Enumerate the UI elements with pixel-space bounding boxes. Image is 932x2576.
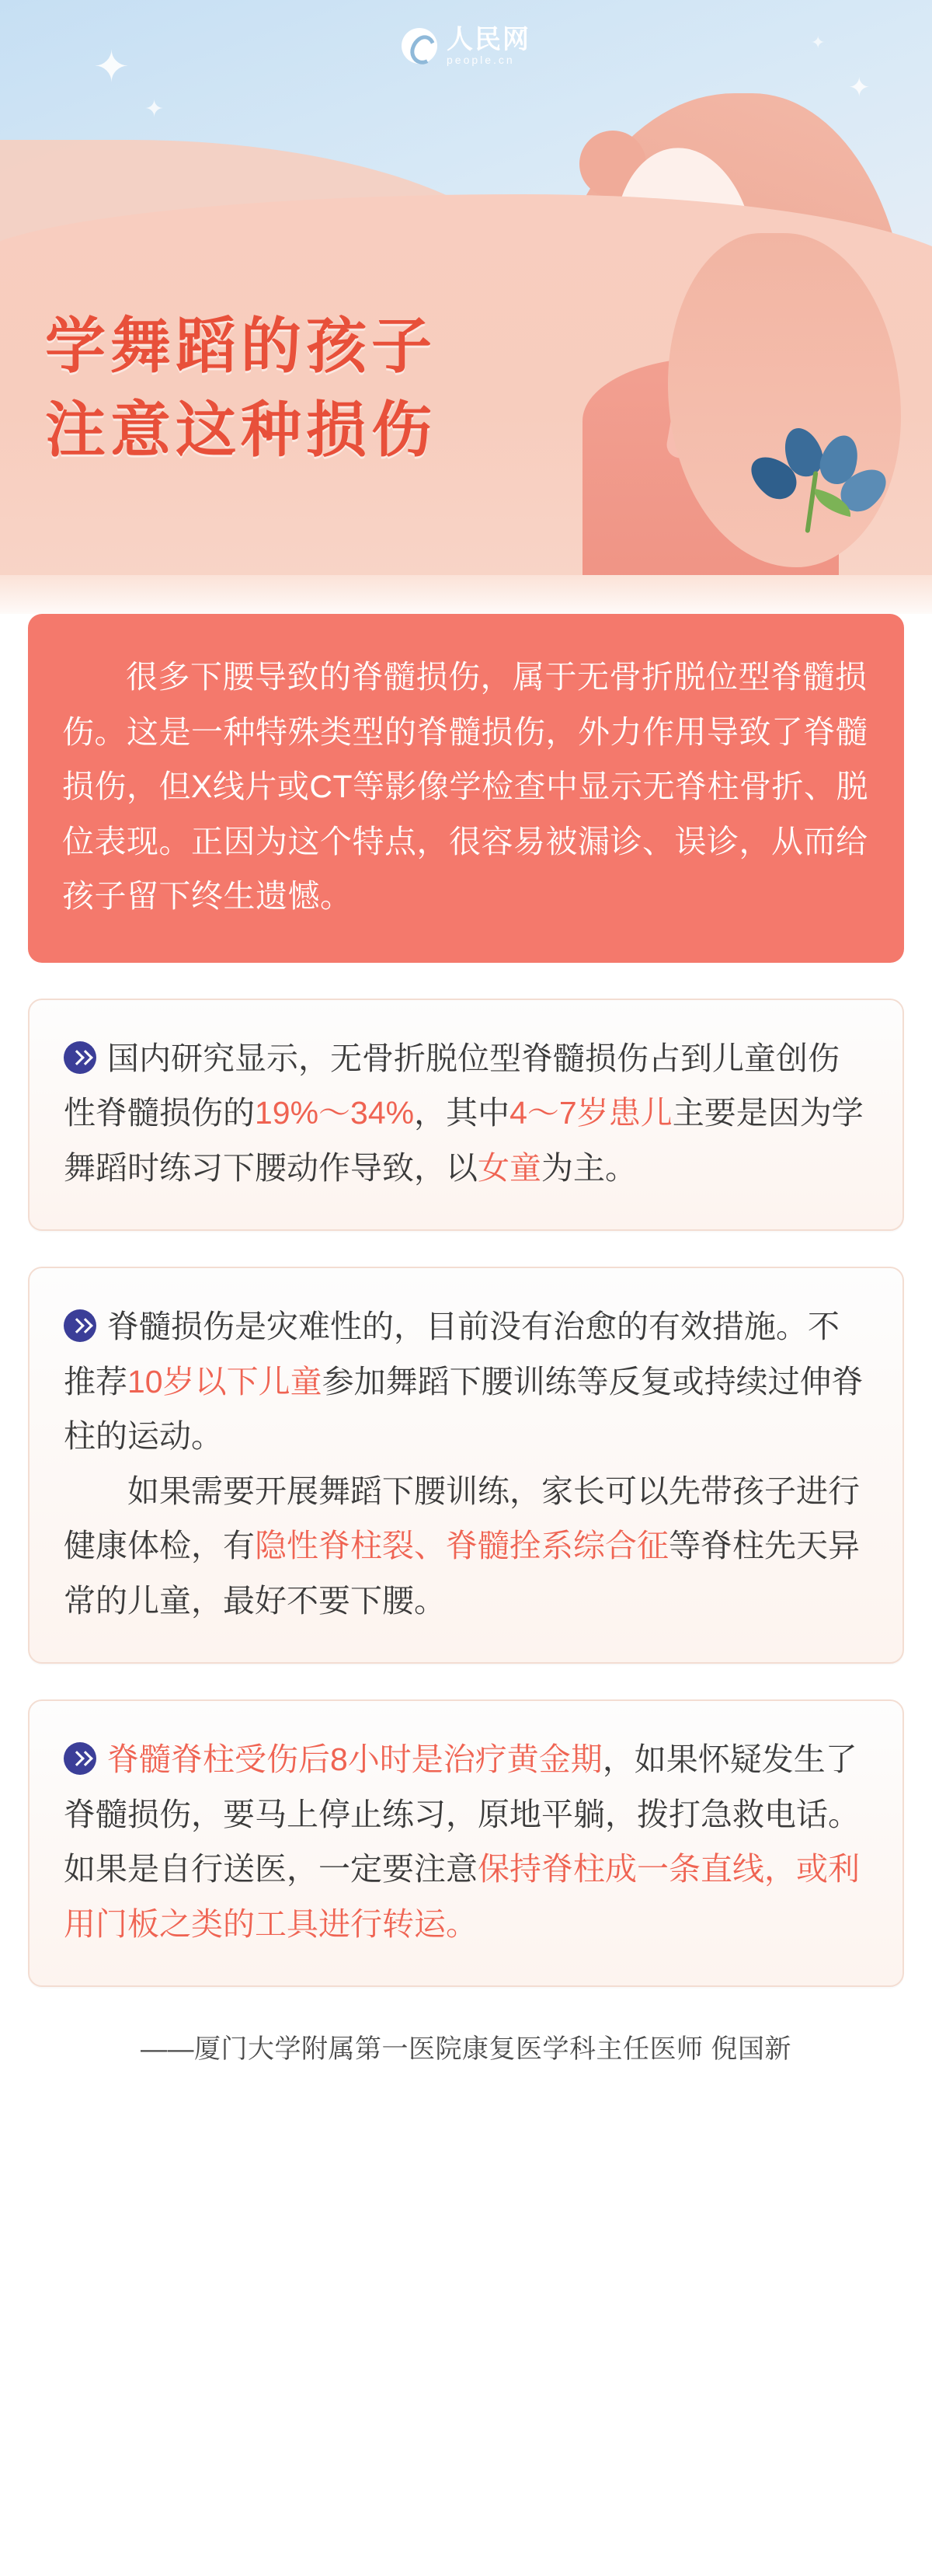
logo-text [447, 26, 530, 65]
hero-banner [0, 0, 932, 614]
sparkle-icon: ✦ [144, 96, 165, 122]
point-3-paragraph [64, 1732, 868, 1951]
body-text: 参加舞蹈下腰训练等反复或持续过伸脊柱的运动。 [64, 1363, 864, 1455]
body-text: ，如果怀疑发生了脊髓损伤，要马上停止练习，原地平躺，拨打急救电话。如果是自行送医，一定要注意 [64, 1741, 860, 1888]
page-title-line-2: 注意这种损伤 [45, 395, 437, 464]
flower-icon [767, 426, 861, 535]
body-text: 为主。 [541, 1149, 637, 1186]
body-text: 如果需要开展舞蹈下腰训练，家长可以先带孩子进行健康体检，有 [64, 1473, 860, 1564]
point-3-rich-text [64, 1741, 860, 1942]
point-card-3 [28, 1699, 904, 1987]
point-card-1 [28, 999, 904, 1232]
article-content [0, 614, 932, 2109]
point-2-paragraph-2 [64, 1464, 868, 1629]
point-2-paragraph [64, 1299, 868, 1464]
sparkle-icon: ✦ [848, 73, 871, 103]
sparkle-icon: ✦ [811, 33, 826, 52]
highlighted-text: 10岁以下儿童 [127, 1363, 322, 1400]
point-1-paragraph [64, 1031, 868, 1196]
body-text: 国内研究显示，无骨折脱位型脊髓损伤占到儿童创伤性脊髓损伤的 [64, 1040, 840, 1131]
point-2-rich-text-2 [64, 1473, 860, 1619]
chevron-double-right-icon [64, 1041, 96, 1074]
logo-name-cn: 人民网 [447, 25, 530, 54]
people-cn-logo-icon [402, 28, 437, 64]
highlighted-text: 19%～34% [255, 1095, 415, 1131]
highlighted-text: 保持脊柱成一条直线，或利用门板之类的工具进行转运。 [64, 1851, 860, 1942]
page-title-line-1: 学舞蹈的孩子 [45, 312, 437, 380]
body-text: ，其中 [414, 1095, 510, 1131]
lead-paragraph-text: 很多下腰导致的脊髓损伤，属于无骨折脱位型脊髓损伤。这是一种特殊类型的脊髓损伤，外力作用导致了脊髓损伤，但X线片或CT等影像学检查中显示无脊柱骨折、脱位表现。正因为这个特点，很容易被漏诊、误诊，从而给孩子留下终生遗憾。 [62, 659, 868, 915]
author-credit: ——厦门大学附属第一医院康复医学科主任医师 倪国新 [141, 2034, 791, 2065]
highlighted-text: 脊髓脊柱受伤后8小时是治疗黄金期 [107, 1741, 603, 1778]
chevron-double-right-icon [64, 1309, 96, 1342]
point-2-rich-text [64, 1309, 864, 1454]
sparkle-icon: ✦ [93, 42, 130, 91]
body-text: 主要是因为学舞蹈时练习下腰动作导致，以 [64, 1095, 864, 1186]
hero-bottom-fade [0, 575, 932, 614]
highlighted-text: 4～7岁患儿 [509, 1095, 673, 1131]
body-text: 脊髓损伤是灾难性的，目前没有治愈的有效措施。不推荐 [64, 1309, 840, 1400]
body-text: 等脊柱先天异常的儿童，最好不要下腰。 [64, 1528, 860, 1619]
point-card-2 [28, 1267, 904, 1664]
site-logo[interactable] [402, 26, 530, 65]
lead-paragraph-card [28, 614, 904, 963]
highlighted-text: 女童 [478, 1149, 541, 1186]
flower-stem [805, 471, 818, 533]
page-title [45, 305, 436, 472]
highlighted-text: 隐性脊柱裂、脊髓拴系综合征 [255, 1528, 669, 1564]
logo-name-en: people.cn [447, 53, 515, 66]
point-1-rich-text [64, 1041, 864, 1186]
chevron-double-right-icon [64, 1742, 96, 1775]
